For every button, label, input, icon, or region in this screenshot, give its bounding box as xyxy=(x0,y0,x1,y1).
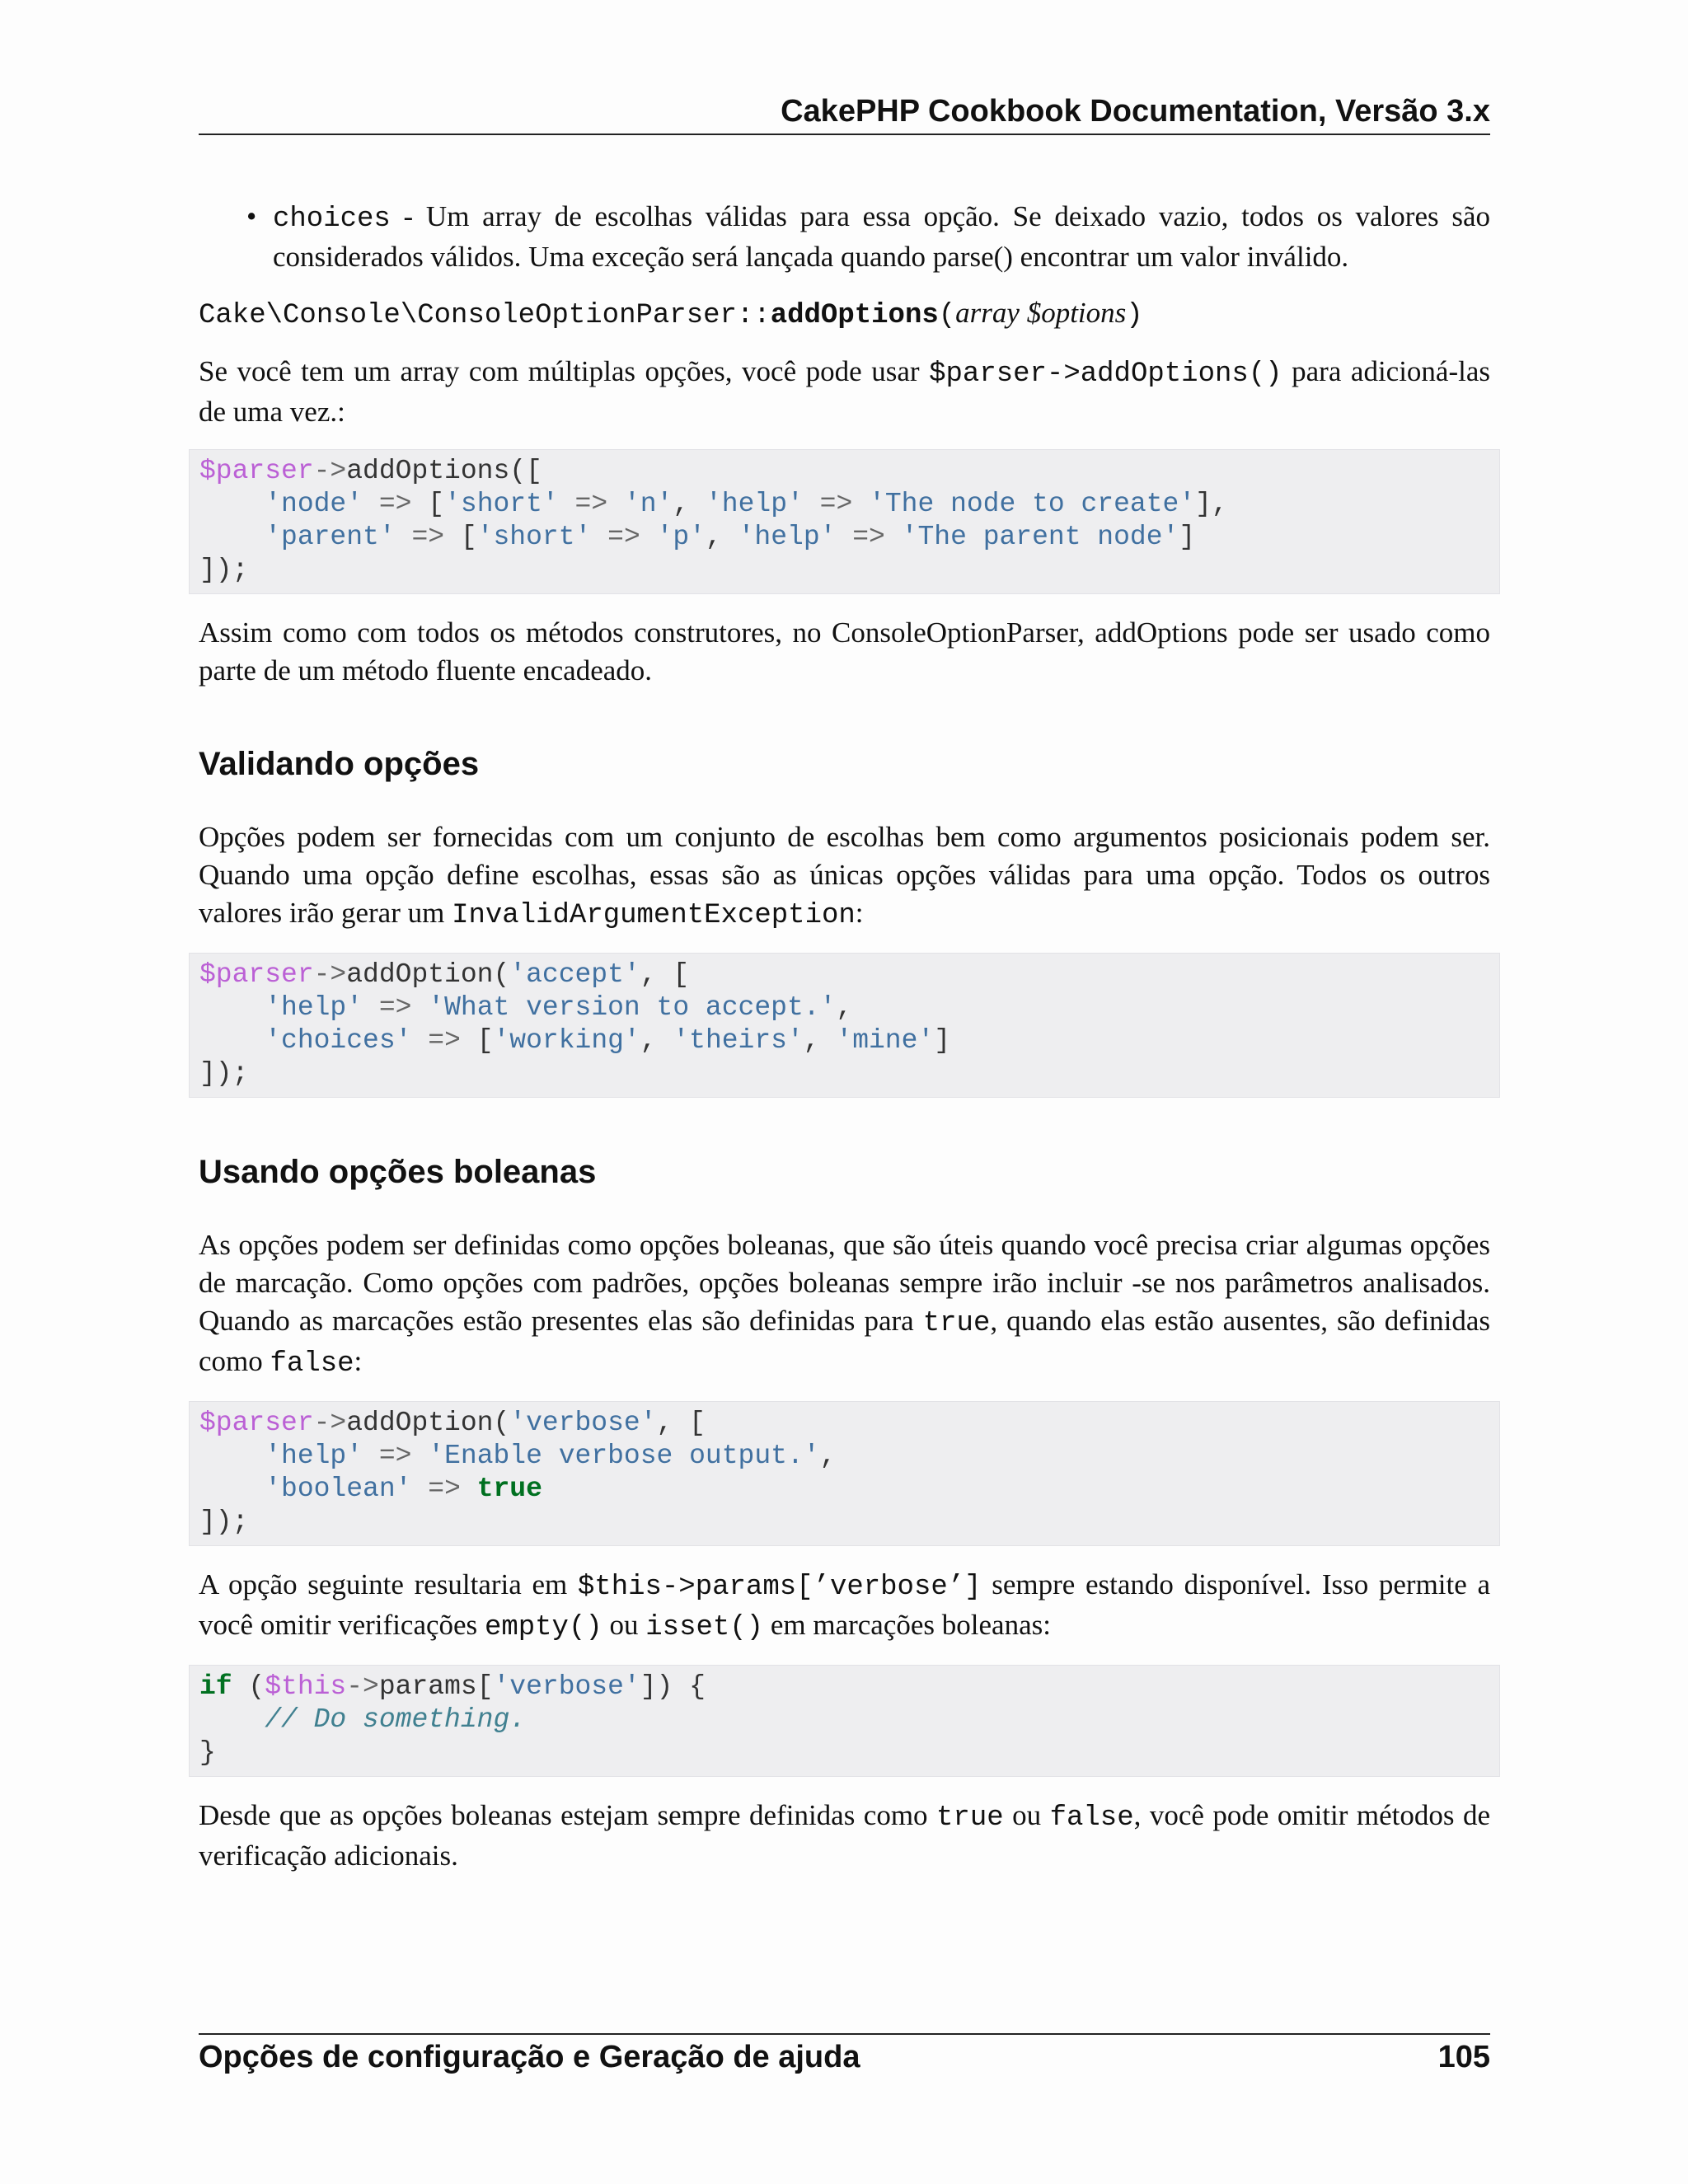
section-heading: Usando opções boleanas xyxy=(199,1154,597,1190)
code-token: => xyxy=(378,489,412,519)
paragraph xyxy=(199,353,1490,431)
text: sempre estando disponível. Isso permite a você omitir verificações xyxy=(199,1568,1490,1641)
page-number: 105 xyxy=(1437,2040,1490,2074)
code-token: 'short' xyxy=(476,522,592,552)
code-token: [ xyxy=(476,1025,494,1056)
code-token: => xyxy=(607,522,640,552)
paragraph xyxy=(199,1226,1490,1383)
code-token: 'The node to create' xyxy=(869,489,1196,519)
text: Desde que as opções boleanas estejam sempre definidas como xyxy=(199,1799,937,1831)
text: ou xyxy=(1003,1799,1050,1831)
list-item-text: - Um array de escolhas válidas para essa opção. Se deixado vazio, todos os valores são considerados válidos. Uma exceção será lançada quando parse() encontrar um valor inválido. xyxy=(273,200,1490,273)
code-token: => xyxy=(411,522,445,552)
code-token: addOptions([ xyxy=(346,456,542,486)
code-token: } xyxy=(199,1737,216,1768)
paragraph xyxy=(199,1797,1490,1875)
code-token: ]) { xyxy=(640,1671,706,1702)
code-token: 'accept' xyxy=(509,959,640,990)
code-token: , xyxy=(705,522,722,552)
text: As opções podem ser definidas como opções boleanas, que são úteis quando você precisa criar algumas opções de marcação. Como opções com padrões, opções boleanas sempre irão incluir -se nos parâmetros analisados. Quando as marcações estão presentes elas são definidas para xyxy=(199,1229,1490,1337)
inline-code: true xyxy=(922,1308,991,1339)
code-token: => xyxy=(852,522,885,552)
code-token: $parser xyxy=(199,456,314,486)
code-token: [ xyxy=(428,489,445,519)
code-token: 'p' xyxy=(656,522,706,552)
code-token: addOption( xyxy=(346,1408,510,1438)
code-token: 'mine' xyxy=(836,1025,935,1056)
code-token: -> xyxy=(313,959,347,990)
code-token: , xyxy=(819,1441,837,1471)
inline-code: isset() xyxy=(645,1612,764,1643)
inline-code: $parser->addOptions() xyxy=(929,359,1282,390)
text: ou xyxy=(602,1609,646,1641)
text: para adicioná-las de uma vez.: xyxy=(199,355,1491,428)
code-block xyxy=(189,953,1500,1098)
code-token: params[ xyxy=(378,1671,494,1702)
code-token: ( xyxy=(232,1671,265,1702)
code-token: 'choices' xyxy=(265,1025,412,1056)
code-token: ]); xyxy=(199,1507,249,1537)
code-token: 'help' xyxy=(265,1441,363,1471)
code-token: -> xyxy=(313,1408,347,1438)
code-token: 'boolean' xyxy=(265,1474,412,1504)
code-comment: // Do something. xyxy=(265,1704,527,1735)
code-token: => xyxy=(428,1025,461,1056)
code-token: [ xyxy=(460,522,477,552)
code-token: , xyxy=(640,1025,673,1056)
text: , você pode omitir métodos de verificação adicionais. xyxy=(199,1799,1490,1872)
code-token: 'theirs' xyxy=(673,1025,804,1056)
bullet-icon: • xyxy=(246,200,257,232)
page-content xyxy=(199,198,1490,1893)
method-signature xyxy=(199,294,1490,335)
code-token: => xyxy=(819,489,853,519)
code-token: if xyxy=(199,1671,232,1702)
code-token: ] xyxy=(934,1025,951,1056)
code-token: 'verbose' xyxy=(493,1671,640,1702)
code-token: true xyxy=(476,1474,542,1504)
inline-code: $this->params[’verbose’] xyxy=(577,1572,982,1603)
code-token: 'n' xyxy=(623,489,673,519)
code-token: , xyxy=(673,489,690,519)
code-token: -> xyxy=(346,1671,379,1702)
list-item xyxy=(199,198,1490,276)
inline-code: choices xyxy=(273,204,391,235)
running-footer xyxy=(199,2033,1490,2079)
text: Se você tem um array com múltiplas opções, você pode usar xyxy=(199,355,930,387)
footer-section-title: Opções de configuração e Geração de ajuda xyxy=(199,2040,860,2074)
code-token: ] xyxy=(1179,522,1196,552)
code-token: 'help' xyxy=(265,992,363,1023)
code-token: 'help' xyxy=(738,522,837,552)
code-block xyxy=(189,1665,1500,1777)
code-token: => xyxy=(378,992,412,1023)
code-token: 'Enable verbose output.' xyxy=(428,1441,820,1471)
code-token: => xyxy=(574,489,608,519)
code-token: 'parent' xyxy=(265,522,396,552)
text: , quando elas estão ausentes, são definidas como xyxy=(199,1305,1490,1377)
signature-close: ) xyxy=(1126,300,1143,331)
paragraph xyxy=(199,1566,1490,1647)
inline-code: InvalidArgumentException xyxy=(452,900,856,931)
paragraph xyxy=(199,818,1490,935)
code-block xyxy=(189,449,1500,594)
signature-prefix: Cake\Console\ConsoleOptionParser:: xyxy=(199,300,771,331)
inline-code: false xyxy=(1049,1802,1134,1834)
code-token: 'verbose' xyxy=(509,1408,657,1438)
code-token: addOption( xyxy=(346,959,510,990)
code-token: 'What version to accept.' xyxy=(428,992,837,1023)
text: : xyxy=(855,897,864,929)
code-token: , xyxy=(836,992,853,1023)
code-token: $parser xyxy=(199,959,314,990)
section-heading: Validando opções xyxy=(199,746,480,782)
code-token: ]); xyxy=(199,1058,249,1089)
text: em marcações boleanas: xyxy=(763,1609,1051,1641)
code-token: , [ xyxy=(656,1408,706,1438)
signature-name: addOptions xyxy=(770,300,939,331)
code-token: 'working' xyxy=(493,1025,640,1056)
code-token: $parser xyxy=(199,1408,314,1438)
code-token: ]); xyxy=(199,555,249,585)
paragraph: Assim como com todos os métodos construtores, no ConsoleOptionParser, addOptions pode ser usado como parte de um método fluente encadeado. xyxy=(199,616,1490,687)
signature-open: ( xyxy=(938,300,956,331)
code-token: $this xyxy=(265,1671,347,1702)
inline-code: true xyxy=(936,1802,1004,1834)
code-token: -> xyxy=(313,456,347,486)
code-token: 'help' xyxy=(706,489,804,519)
text: A opção seguinte resultaria em xyxy=(199,1568,578,1601)
code-token: => xyxy=(378,1441,412,1471)
inline-code: empty() xyxy=(484,1612,603,1643)
text: : xyxy=(354,1345,363,1377)
code-token: , [ xyxy=(640,959,690,990)
code-token: 'node' xyxy=(265,489,363,519)
text: Opções podem ser fornecidas com um conjunto de escolhas bem como argumentos posicionais podem ser. Quando uma opção define escolhas, essas são as únicas opções válidas para uma opção. Todos os outros valores irão gerar um xyxy=(199,821,1490,929)
code-token: ], xyxy=(1195,489,1228,519)
code-token: => xyxy=(428,1474,461,1504)
inline-code: false xyxy=(270,1348,354,1380)
code-block xyxy=(189,1401,1500,1546)
signature-args: array $options xyxy=(955,297,1127,329)
code-token: , xyxy=(803,1025,837,1056)
code-token: 'short' xyxy=(444,489,559,519)
code-token: 'The parent node' xyxy=(901,522,1179,552)
running-header: CakePHP Cookbook Documentation, Versão 3.x xyxy=(199,89,1490,135)
